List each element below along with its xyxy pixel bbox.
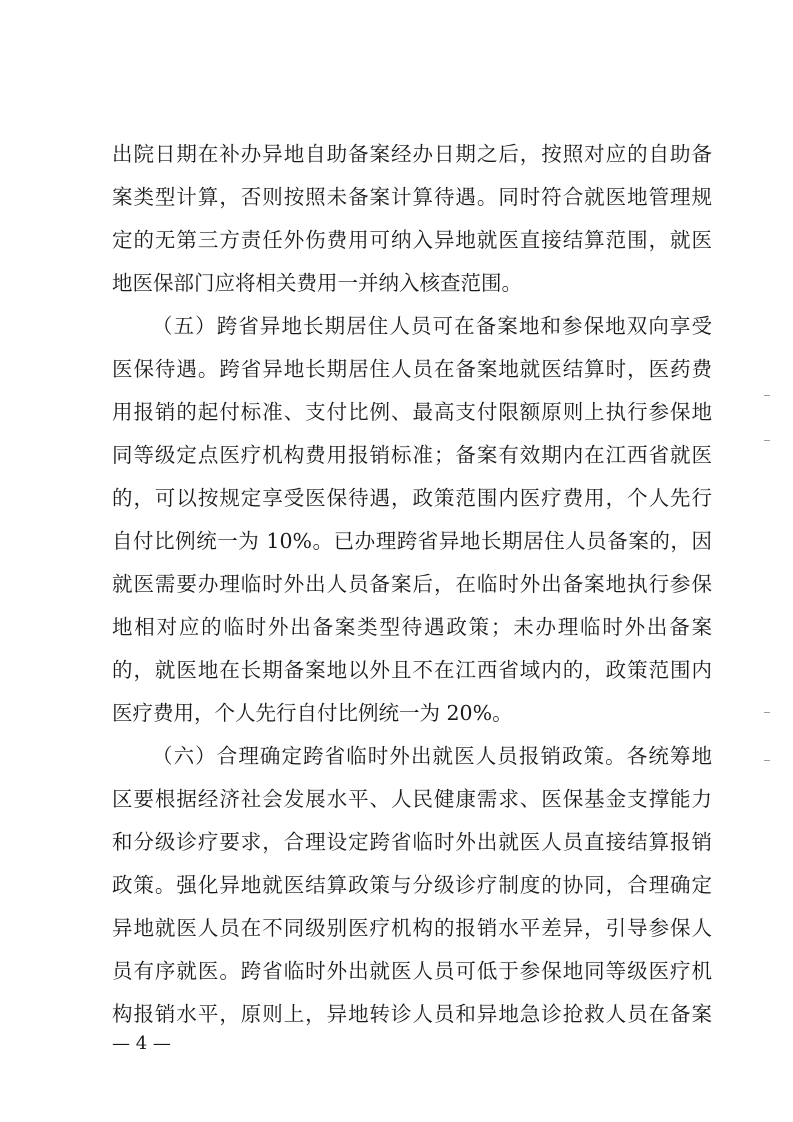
scan-mark xyxy=(764,712,770,713)
body-text-line: 就医需要办理临时外出人员备案后，在临时外出备案地执行参保 xyxy=(112,572,712,596)
body-text-line: 自付比例统一为 10%。已办理跨省异地长期居住人员备案的，因 xyxy=(112,529,712,553)
body-text-line: 医保待遇。跨省异地长期居住人员在备案地就医结算时，医药费 xyxy=(112,357,712,381)
body-text-line: 用报销的起付标准、支付比例、最高支付限额原则上执行参保地 xyxy=(112,400,712,424)
body-text-line: 异地就医人员在不同级别医疗机构的报销水平差异，引导参保人 xyxy=(112,916,712,940)
body-text-line: 员有序就医。跨省临时外出就医人员可低于参保地同等级医疗机 xyxy=(112,959,712,983)
body-text-line: 的，就医地在长期备案地以外且不在江西省域内的，政策范围内 xyxy=(112,658,712,682)
section-heading-line: （六）合理确定跨省临时外出就医人员报销政策。各统筹地 xyxy=(152,744,712,768)
body-text-line: 地相对应的临时外出备案类型待遇政策；未办理临时外出备案 xyxy=(112,615,712,639)
body-text-line: 区要根据经济社会发展水平、人民健康需求、医保基金支撑能力 xyxy=(112,787,712,811)
body-text-line: 出院日期在补办异地自助备案经办日期之后，按照对应的自助备 xyxy=(112,142,712,166)
scan-mark xyxy=(764,760,770,761)
body-text-line: 和分级诊疗要求，合理设定跨省临时外出就医人员直接结算报销 xyxy=(112,830,712,854)
scan-mark xyxy=(764,395,770,396)
page-number: — 4 — xyxy=(112,1033,171,1054)
body-text-line: 定的无第三方责任外伤费用可纳入异地就医直接结算范围，就医 xyxy=(112,228,712,252)
body-text-line: 同等级定点医疗机构费用报销标准；备案有效期内在江西省就医 xyxy=(112,443,712,467)
body-text-line: 构报销水平，原则上，异地转诊人员和异地急诊抢救人员在备案 xyxy=(112,1002,712,1026)
section-heading-line: （五）跨省异地长期居住人员可在备案地和参保地双向享受 xyxy=(152,314,712,338)
scan-mark xyxy=(764,440,770,441)
body-text-line: 案类型计算，否则按照未备案计算待遇。同时符合就医地管理规 xyxy=(112,185,712,209)
body-text-line: 的，可以按规定享受医保待遇，政策范围内医疗费用，个人先行 xyxy=(112,486,712,510)
body-text-line: 医疗费用，个人先行自付比例统一为 20%。 xyxy=(112,701,513,725)
body-text-line: 政策。强化异地就医结算政策与分级诊疗制度的协同，合理确定 xyxy=(112,873,712,897)
body-text-line: 地医保部门应将相关费用一并纳入核查范围。 xyxy=(112,271,522,295)
